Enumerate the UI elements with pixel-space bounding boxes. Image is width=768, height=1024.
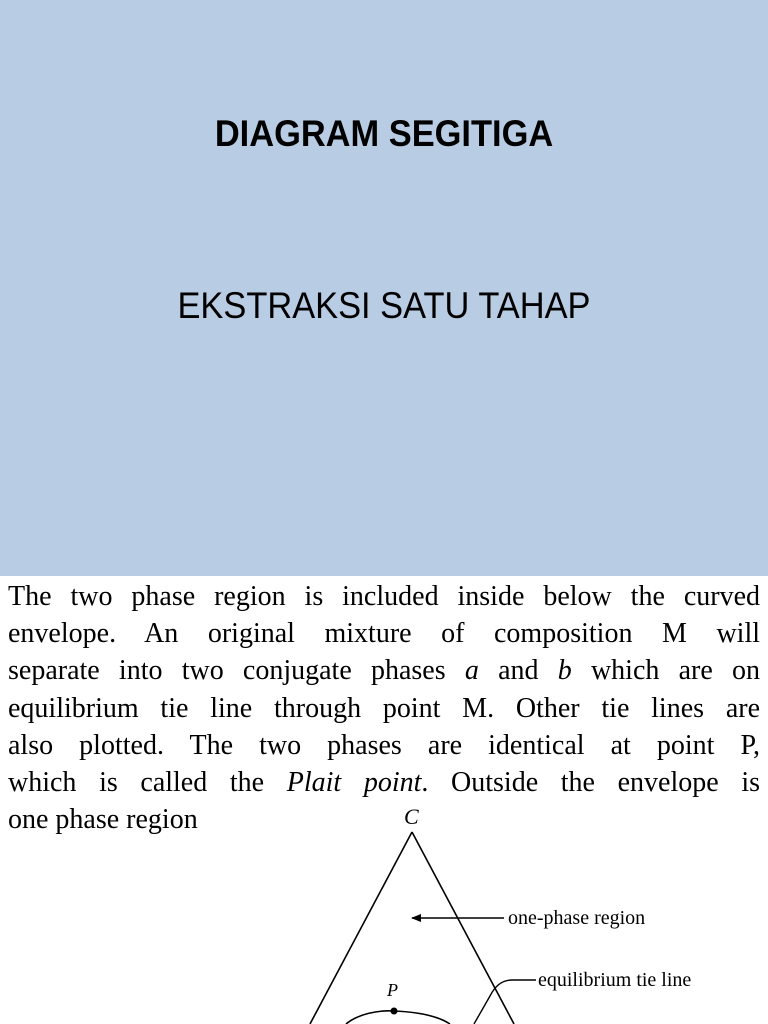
slide-title: DIAGRAM SEGITIGA <box>214 113 554 154</box>
paragraph-line-2: envelope. An original mixture of composition M will <box>8 618 760 650</box>
ternary-diagram <box>228 800 768 1024</box>
paragraph-line-4: equilibrium tie line through point M. Other tie lines are <box>8 692 760 724</box>
line6-part-a: which is called the <box>8 767 287 799</box>
line3-part-c: which are on <box>571 655 760 687</box>
envelope-curve <box>346 1011 450 1024</box>
plait-point-label: P <box>387 980 398 1000</box>
plait-point-marker <box>391 1008 398 1015</box>
plait-point-term: Plait point <box>286 767 422 799</box>
tie-line-pointer <box>474 980 536 1024</box>
slide-subtitle: EKSTRAKSI SATU TAHAP <box>177 285 591 326</box>
ternary-diagram-figure <box>228 800 768 1024</box>
paragraph-line-7: one phase region <box>8 804 198 836</box>
paragraph-line-1: The two phase region is included inside below the curved <box>8 581 760 612</box>
var-a: a <box>464 655 479 687</box>
tie-line-label: equilibrium tie line <box>538 969 692 991</box>
line3-part-b: and <box>478 655 558 687</box>
triangle-right-side <box>412 832 514 1024</box>
paragraph-line-5: also plotted. The two phases are identical at point P, <box>8 729 760 761</box>
line3-part-a: separate into two conjugate phases <box>8 655 465 687</box>
apex-label: C <box>404 804 419 829</box>
paragraph-line-6 <box>8 764 760 801</box>
line6-part-b: . Outside the envelope is <box>421 767 761 799</box>
var-b: b <box>557 655 572 687</box>
one-phase-label: one-phase region <box>508 907 646 929</box>
paragraph-line-3 <box>8 652 760 689</box>
